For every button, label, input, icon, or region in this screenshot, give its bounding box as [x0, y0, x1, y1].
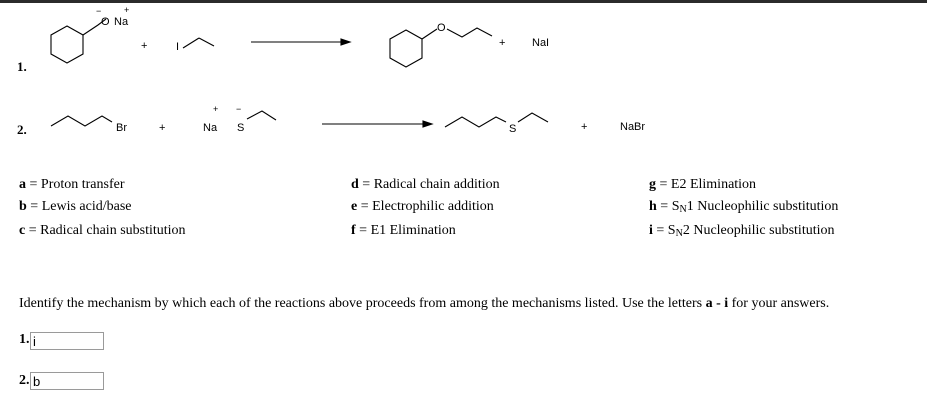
thioether-sulfur: S: [509, 123, 517, 135]
mechanism-d: d = Radical chain addition: [351, 177, 500, 192]
thiolate-sulfur: S: [237, 122, 245, 134]
mechanism-letter: e: [351, 199, 358, 214]
mechanism-name: E1 Elimination: [370, 223, 456, 238]
question-text: Identify the mechanism by which each of the reactions above proceeds from among the mechanisms listed. Use the letters a - i for your answers.: [19, 296, 830, 311]
mechanism-letter: c: [19, 223, 26, 238]
answer-input-1[interactable]: [30, 332, 104, 350]
plus-sign-2b: +: [581, 121, 588, 133]
mechanism-c: c = Radical chain substitution: [19, 223, 186, 238]
mechanism-name: Electrophilic addition: [372, 199, 494, 214]
mechanism-letter: i: [649, 223, 653, 238]
ethyl-iodide-bond: [183, 38, 199, 48]
cyclohexane-ring-2: [390, 30, 422, 67]
alkoxide-oxygen: O: [101, 16, 110, 28]
ether-chain: [422, 29, 437, 39]
plus-sign-2a: +: [159, 122, 166, 134]
mechanism-letter: d: [351, 177, 359, 192]
butyl-bromide-chain: [51, 116, 112, 126]
mechanism-letter: h: [649, 199, 657, 214]
mechanism-name: Proton transfer: [40, 177, 125, 192]
thiolate-sodium: Na: [203, 122, 218, 134]
mechanism-letter: g: [649, 177, 656, 192]
plus-sign-1b: +: [499, 37, 506, 49]
oxide-minus-charge: −: [96, 6, 102, 16]
iodine-label: I: [176, 41, 180, 53]
mechanism-a: a = Proton transfer: [19, 177, 125, 192]
sodium-plus-charge: +: [124, 5, 130, 15]
answer-label-1: 1.: [19, 332, 30, 347]
mechanism-e: e = Electrophilic addition: [351, 199, 494, 214]
mechanism-i: $i = S_N2$ Nucleophilic substitution: [649, 223, 835, 239]
reaction-number-1: 1.: [17, 59, 27, 74]
reaction-scheme: [0, 0, 927, 160]
alkoxide-sodium: Na: [114, 16, 129, 28]
mechanism-name: Radical chain addition: [373, 177, 500, 192]
thiolate-plus-charge: +: [213, 104, 219, 114]
plus-sign-1a: +: [141, 40, 148, 52]
mechanism-g: g = E2 Elimination: [649, 177, 757, 192]
bromine-label: Br: [116, 122, 127, 134]
mechanism-letter: f: [351, 223, 356, 238]
byproduct-1: NaI: [532, 37, 550, 49]
ether-oxygen: O: [437, 22, 446, 34]
thioether-chain: [445, 117, 506, 127]
mechanism-b: b = Lewis acid/base: [19, 199, 132, 214]
mechanism-letter: b: [19, 199, 27, 214]
mechanism-name: Lewis acid/base: [41, 199, 132, 214]
thiolate-minus-charge: −: [236, 104, 242, 114]
mechanism-name: Radical chain substitution: [40, 223, 186, 238]
letter-range: a - i: [705, 296, 729, 311]
mechanism-name: $S_N1$ Nucleophilic substitution: [671, 199, 839, 215]
answer-label-2: 2.: [19, 373, 30, 388]
mechanism-f: f = E1 Elimination: [351, 223, 456, 238]
byproduct-2: NaBr: [620, 121, 646, 133]
mechanism-h: $h = S_N1$ Nucleophilic substitution: [649, 199, 839, 215]
cyclohexane-ring-1: [51, 26, 83, 63]
mechanism-letter: a: [19, 177, 26, 192]
mechanism-name: E2 Elimination: [670, 177, 757, 192]
mechanism-name: $S_N2$ Nucleophilic substitution: [667, 223, 835, 239]
answer-input-2[interactable]: [30, 372, 104, 390]
ethanethiolate-chain: [247, 111, 276, 120]
reaction-number-2: 2.: [17, 122, 27, 137]
